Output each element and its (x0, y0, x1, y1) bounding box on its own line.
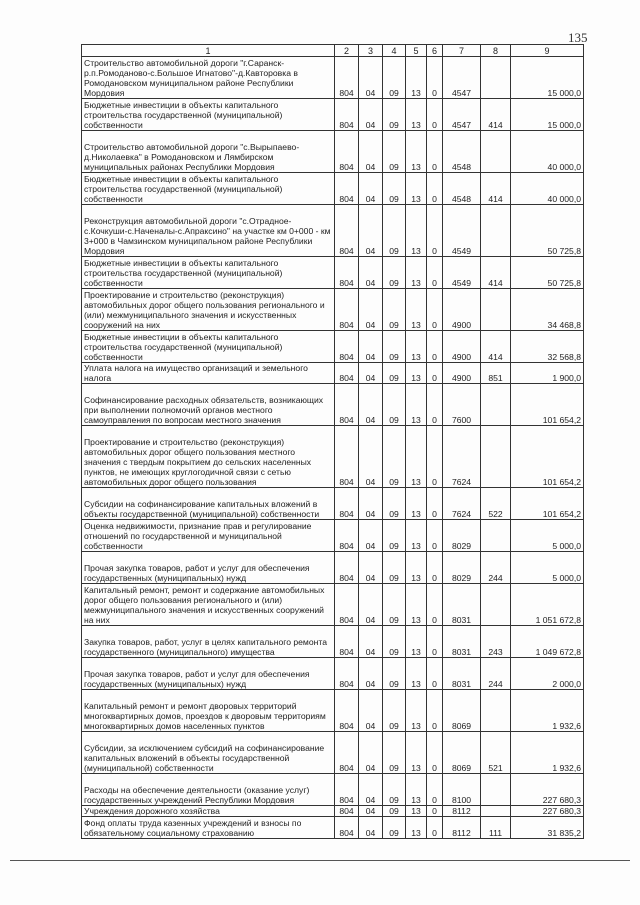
row-value-cell: 13 (406, 774, 427, 806)
row-value-cell: 804 (335, 690, 359, 732)
row-value-cell: 13 (406, 690, 427, 732)
row-value-cell: 101 654,2 (511, 384, 584, 426)
row-value-cell: 243 (481, 626, 511, 658)
row-value-cell: 40 000,0 (511, 173, 584, 205)
row-value-cell: 804 (335, 732, 359, 774)
row-value-cell: 804 (335, 552, 359, 584)
row-value-cell: 804 (335, 331, 359, 363)
col-header: 3 (359, 45, 383, 57)
row-value-cell: 13 (406, 384, 427, 426)
table-row (82, 289, 584, 331)
table-row (82, 774, 584, 806)
col-header: 7 (443, 45, 481, 57)
row-value-cell: 1 051 672,8 (511, 584, 584, 626)
row-value-cell: 04 (359, 626, 383, 658)
row-value-cell: 1 932,6 (511, 732, 584, 774)
row-value-cell: 13 (406, 57, 427, 99)
row-value-cell: 804 (335, 488, 359, 520)
row-value-cell: 0 (427, 774, 443, 806)
row-value-cell (481, 205, 511, 257)
row-value-cell: 0 (427, 289, 443, 331)
row-value-cell: 09 (383, 806, 406, 817)
row-value-cell: 13 (406, 488, 427, 520)
table-row (82, 363, 584, 384)
row-value-cell: 804 (335, 289, 359, 331)
row-value-cell: 40 000,0 (511, 131, 584, 173)
row-value-cell: 09 (383, 257, 406, 289)
col-header: 4 (383, 45, 406, 57)
row-value-cell: 0 (427, 205, 443, 257)
row-name-cell: Фонд оплаты труда казенных учреждений и взносы по обязательному социальному страхованию (82, 817, 335, 839)
row-value-cell: 13 (406, 552, 427, 584)
col-header: 6 (427, 45, 443, 57)
page-bottom-rule (10, 860, 630, 861)
row-value-cell: 15 000,0 (511, 99, 584, 131)
row-value-cell: 04 (359, 384, 383, 426)
row-value-cell: 04 (359, 426, 383, 488)
row-value-cell: 101 654,2 (511, 426, 584, 488)
row-name-cell: Проектирование и строительство (реконструкция) автомобильных дорог общего пользования местного значения с твердым покрытием до сельских населенных пунктов, не имеющих круглогодичной связи с сетью автомобильных дорог общего пользования (82, 426, 335, 488)
row-value-cell: 804 (335, 257, 359, 289)
row-value-cell: 4548 (443, 131, 481, 173)
row-value-cell: 13 (406, 817, 427, 839)
row-name-cell: Бюджетные инвестиции в объекты капитального строительства государственной (муниципальной) собственности (82, 257, 335, 289)
row-value-cell: 0 (427, 131, 443, 173)
row-value-cell: 804 (335, 57, 359, 99)
row-value-cell: 0 (427, 584, 443, 626)
table-row (82, 626, 584, 658)
row-value-cell: 8112 (443, 817, 481, 839)
row-value-cell: 13 (406, 806, 427, 817)
row-value-cell: 13 (406, 732, 427, 774)
row-value-cell: 32 568,8 (511, 331, 584, 363)
row-value-cell (481, 584, 511, 626)
row-value-cell: 1 932,6 (511, 690, 584, 732)
col-header: 9 (511, 45, 584, 57)
row-value-cell: 7624 (443, 426, 481, 488)
row-name-cell: Прочая закупка товаров, работ и услуг для обеспечения государственных (муниципальных) нужд (82, 658, 335, 690)
row-value-cell (481, 384, 511, 426)
page-number: 135 (568, 30, 588, 45)
table-row (82, 552, 584, 584)
row-value-cell: 8112 (443, 806, 481, 817)
row-value-cell: 0 (427, 257, 443, 289)
row-name-cell: Субсидии на софинансирование капитальных вложений в объекты государственной (муниципальной) собственности (82, 488, 335, 520)
col-header: 8 (481, 45, 511, 57)
row-value-cell: 227 680,3 (511, 806, 584, 817)
row-value-cell: 804 (335, 99, 359, 131)
row-value-cell: 4900 (443, 289, 481, 331)
row-value-cell: 04 (359, 658, 383, 690)
row-value-cell (481, 774, 511, 806)
budget-table (81, 44, 584, 839)
row-value-cell: 8031 (443, 584, 481, 626)
row-value-cell: 8029 (443, 552, 481, 584)
row-value-cell: 04 (359, 363, 383, 384)
row-value-cell: 04 (359, 817, 383, 839)
row-value-cell: 04 (359, 289, 383, 331)
row-value-cell: 804 (335, 626, 359, 658)
row-value-cell: 7624 (443, 488, 481, 520)
header-row (82, 45, 584, 57)
table-row (82, 131, 584, 173)
row-value-cell: 09 (383, 626, 406, 658)
row-value-cell: 111 (481, 817, 511, 839)
table-row (82, 658, 584, 690)
row-value-cell: 804 (335, 363, 359, 384)
row-value-cell: 09 (383, 658, 406, 690)
row-value-cell: 0 (427, 732, 443, 774)
row-value-cell: 09 (383, 690, 406, 732)
row-value-cell: 804 (335, 384, 359, 426)
row-value-cell: 804 (335, 520, 359, 552)
row-value-cell: 414 (481, 331, 511, 363)
table-row (82, 205, 584, 257)
row-name-cell: Реконструкция автомобильной дороги "с.Отрадное-с.Кочкуши-с.Наченалы-с.Апраксино" на участке км 0+000 - км 3+000 в Чамзинском муниципальном районе Республики Мордовия (82, 205, 335, 257)
row-value-cell: 13 (406, 289, 427, 331)
col-header: 1 (82, 45, 335, 57)
row-value-cell: 414 (481, 173, 511, 205)
row-value-cell: 414 (481, 257, 511, 289)
row-name-cell: Закупка товаров, работ, услуг в целях капитального ремонта государственного (муниципального) имущества (82, 626, 335, 658)
row-value-cell: 8069 (443, 690, 481, 732)
row-value-cell: 0 (427, 552, 443, 584)
row-value-cell: 13 (406, 520, 427, 552)
row-value-cell: 8031 (443, 658, 481, 690)
row-value-cell: 04 (359, 552, 383, 584)
row-value-cell: 521 (481, 732, 511, 774)
row-value-cell (481, 131, 511, 173)
row-value-cell: 5 000,0 (511, 520, 584, 552)
row-value-cell: 13 (406, 626, 427, 658)
table-row (82, 732, 584, 774)
row-value-cell: 8031 (443, 626, 481, 658)
row-value-cell: 09 (383, 552, 406, 584)
row-value-cell: 0 (427, 426, 443, 488)
row-value-cell: 09 (383, 520, 406, 552)
row-value-cell: 5 000,0 (511, 552, 584, 584)
row-name-cell: Строительство автомобильной дороги "с.Вырыпаево-д.Николаевка" в Ромодановском и Лямбирском муниципальных районах Республики Мордовия (82, 131, 335, 173)
row-value-cell: 0 (427, 384, 443, 426)
row-value-cell: 13 (406, 205, 427, 257)
table-row (82, 584, 584, 626)
row-value-cell (481, 806, 511, 817)
row-value-cell: 0 (427, 817, 443, 839)
table-row (82, 257, 584, 289)
table-row (82, 99, 584, 131)
row-value-cell: 13 (406, 363, 427, 384)
row-value-cell: 04 (359, 205, 383, 257)
row-value-cell: 13 (406, 173, 427, 205)
row-value-cell: 09 (383, 205, 406, 257)
row-value-cell: 04 (359, 131, 383, 173)
row-value-cell: 09 (383, 363, 406, 384)
row-value-cell: 09 (383, 817, 406, 839)
table-row (82, 690, 584, 732)
row-value-cell: 4547 (443, 99, 481, 131)
row-value-cell: 04 (359, 520, 383, 552)
row-value-cell: 31 835,2 (511, 817, 584, 839)
col-header: 2 (335, 45, 359, 57)
row-value-cell: 0 (427, 173, 443, 205)
row-value-cell: 4549 (443, 205, 481, 257)
row-value-cell: 09 (383, 57, 406, 99)
row-value-cell: 0 (427, 99, 443, 131)
row-value-cell: 4900 (443, 331, 481, 363)
row-value-cell: 13 (406, 584, 427, 626)
row-value-cell: 09 (383, 384, 406, 426)
row-value-cell: 09 (383, 173, 406, 205)
row-value-cell: 804 (335, 205, 359, 257)
row-value-cell: 804 (335, 658, 359, 690)
row-value-cell: 13 (406, 257, 427, 289)
row-name-cell: Субсидии, за исключением субсидий на софинансирование капитальных вложений в объекты государственной (муниципальной) собственности (82, 732, 335, 774)
table-row (82, 331, 584, 363)
row-value-cell: 522 (481, 488, 511, 520)
row-name-cell: Расходы на обеспечение деятельности (оказание услуг) государственных учреждений Республики Мордовия (82, 774, 335, 806)
row-value-cell: 2 000,0 (511, 658, 584, 690)
row-value-cell: 04 (359, 257, 383, 289)
row-value-cell (481, 690, 511, 732)
row-value-cell (481, 520, 511, 552)
row-value-cell: 04 (359, 331, 383, 363)
row-value-cell: 0 (427, 488, 443, 520)
row-name-cell: Уплата налога на имущество организаций и земельного налога (82, 363, 335, 384)
row-value-cell: 1 049 672,8 (511, 626, 584, 658)
row-value-cell: 7600 (443, 384, 481, 426)
row-name-cell: Бюджетные инвестиции в объекты капитального строительства государственной (муниципальной) собственности (82, 173, 335, 205)
row-value-cell: 8029 (443, 520, 481, 552)
table-row (82, 520, 584, 552)
row-value-cell: 4547 (443, 57, 481, 99)
row-name-cell: Проектирование и строительство (реконструкция) автомобильных дорог общего пользования регионального и (или) межмуниципального значения и искусственных сооружений на них (82, 289, 335, 331)
row-value-cell: 0 (427, 806, 443, 817)
row-value-cell: 804 (335, 173, 359, 205)
row-value-cell: 8100 (443, 774, 481, 806)
row-value-cell: 414 (481, 99, 511, 131)
row-value-cell (481, 426, 511, 488)
row-value-cell (481, 289, 511, 331)
row-value-cell: 0 (427, 57, 443, 99)
row-value-cell: 09 (383, 331, 406, 363)
row-value-cell: 13 (406, 99, 427, 131)
row-value-cell: 50 725,8 (511, 205, 584, 257)
row-name-cell: Бюджетные инвестиции в объекты капитального строительства государственной (муниципальной) собственности (82, 331, 335, 363)
row-value-cell: 4900 (443, 363, 481, 384)
row-value-cell: 15 000,0 (511, 57, 584, 99)
row-name-cell: Прочая закупка товаров, работ и услуг для обеспечения государственных (муниципальных) нужд (82, 552, 335, 584)
row-value-cell: 13 (406, 331, 427, 363)
row-value-cell: 244 (481, 552, 511, 584)
row-value-cell: 13 (406, 131, 427, 173)
table-row (82, 384, 584, 426)
row-value-cell: 804 (335, 774, 359, 806)
row-value-cell: 0 (427, 363, 443, 384)
row-value-cell: 04 (359, 173, 383, 205)
row-value-cell: 0 (427, 658, 443, 690)
row-value-cell: 4548 (443, 173, 481, 205)
row-value-cell: 09 (383, 131, 406, 173)
col-header: 5 (406, 45, 427, 57)
table-row (82, 806, 584, 817)
row-value-cell: 0 (427, 626, 443, 658)
row-value-cell: 04 (359, 806, 383, 817)
row-name-cell: Строительство автомобильной дороги "г.Саранск-р.п.Ромоданово-с.Большое Игнатово"-д.Кавторовка в Ромодановском муниципальном районе Республики Мордовия (82, 57, 335, 99)
row-value-cell: 09 (383, 732, 406, 774)
row-value-cell: 09 (383, 289, 406, 331)
row-value-cell: 04 (359, 99, 383, 131)
row-value-cell: 50 725,8 (511, 257, 584, 289)
row-value-cell: 34 468,8 (511, 289, 584, 331)
row-value-cell: 13 (406, 426, 427, 488)
row-value-cell: 1 900,0 (511, 363, 584, 384)
row-value-cell: 09 (383, 488, 406, 520)
row-value-cell (481, 57, 511, 99)
row-name-cell: Капитальный ремонт, ремонт и содержание автомобильных дорог общего пользования регионального и (или) межмуниципального значения и искусственных сооружений на них (82, 584, 335, 626)
row-value-cell: 0 (427, 520, 443, 552)
row-name-cell: Капитальный ремонт и ремонт дворовых территорий многоквартирных домов, проездов к дворовым территориям многоквартирных домов населенных пунктов (82, 690, 335, 732)
row-value-cell: 804 (335, 426, 359, 488)
row-value-cell: 804 (335, 131, 359, 173)
row-name-cell: Учреждения дорожного хозяйства (82, 806, 335, 817)
row-value-cell: 09 (383, 99, 406, 131)
table-row (82, 173, 584, 205)
row-value-cell: 04 (359, 584, 383, 626)
table-row (82, 57, 584, 99)
row-value-cell: 04 (359, 732, 383, 774)
row-value-cell: 101 654,2 (511, 488, 584, 520)
table-row (82, 488, 584, 520)
row-value-cell: 09 (383, 426, 406, 488)
row-value-cell: 0 (427, 690, 443, 732)
row-value-cell: 244 (481, 658, 511, 690)
row-value-cell: 4549 (443, 257, 481, 289)
row-value-cell: 8069 (443, 732, 481, 774)
row-value-cell: 227 680,3 (511, 774, 584, 806)
row-name-cell: Оценка недвижимости, признание прав и регулирование отношений по государственной и муниципальной собственности (82, 520, 335, 552)
row-value-cell: 851 (481, 363, 511, 384)
row-name-cell: Софинансирование расходных обязательств, возникающих при выполнении полномочий органов местного самоуправления по вопросам местного значения (82, 384, 335, 426)
row-value-cell: 13 (406, 658, 427, 690)
row-value-cell: 804 (335, 817, 359, 839)
table-row (82, 817, 584, 839)
row-value-cell: 09 (383, 584, 406, 626)
row-value-cell: 04 (359, 488, 383, 520)
row-value-cell: 804 (335, 584, 359, 626)
row-value-cell: 0 (427, 331, 443, 363)
row-value-cell: 09 (383, 774, 406, 806)
row-value-cell: 804 (335, 806, 359, 817)
row-name-cell: Бюджетные инвестиции в объекты капитального строительства государственной (муниципальной) собственности (82, 99, 335, 131)
row-value-cell: 04 (359, 690, 383, 732)
row-value-cell: 04 (359, 57, 383, 99)
row-value-cell: 04 (359, 774, 383, 806)
table-row (82, 426, 584, 488)
